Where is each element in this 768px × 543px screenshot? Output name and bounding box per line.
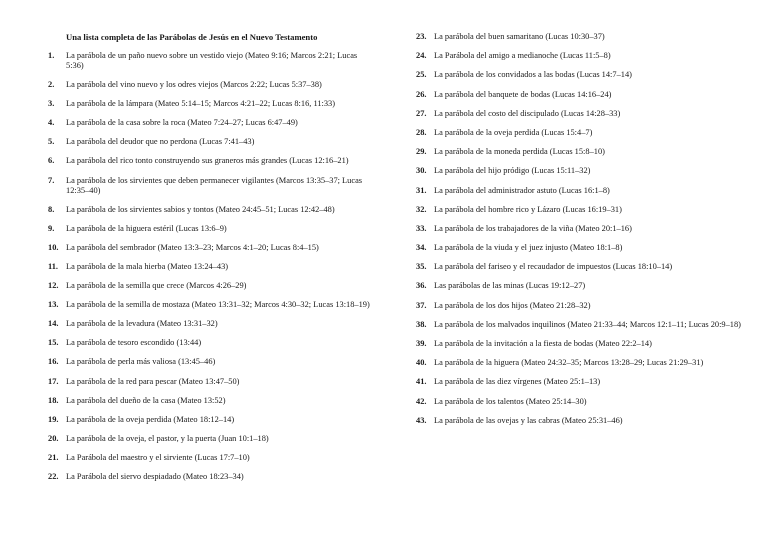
list-item-number: 35. <box>416 262 427 272</box>
list-item-text: La parábola de la semilla que crece (Marcos 4:26–29) <box>66 281 247 291</box>
list-item <box>416 166 742 176</box>
list-item-number: 16. <box>48 357 59 367</box>
list-item <box>48 51 370 71</box>
list-item <box>48 377 370 387</box>
list-item <box>416 90 742 100</box>
list-item-number: 10. <box>48 242 59 252</box>
list-item <box>416 51 742 61</box>
list-item-number: 5. <box>48 137 55 147</box>
list-item-number: 14. <box>48 319 59 329</box>
list-item-number: 19. <box>48 414 59 424</box>
list-item-text: La parábola de perla más valiosa (13:45–46) <box>66 357 216 367</box>
list-item-text: La parábola de la mala hierba (Mateo 13:24–43) <box>66 261 229 271</box>
list-item-number: 4. <box>48 118 55 128</box>
list-item-number: 1. <box>48 51 55 60</box>
list-item-number: 15. <box>48 338 59 348</box>
list-item-number: 37. <box>416 300 427 310</box>
list-item-text: La parábola del dueño de la casa (Mateo 13:52) <box>66 395 226 405</box>
list-item <box>48 224 370 234</box>
list-item-number: 7. <box>48 175 55 185</box>
list-item-text: La parábola de la casa sobre la roca (Mateo 7:24–27; Lucas 6:47–49) <box>66 118 298 128</box>
list-item-text: La parábola de los trabajadores de la viña (Mateo 20:1–16) <box>434 223 632 233</box>
list-item <box>416 377 742 387</box>
list-item-number: 42. <box>416 396 427 406</box>
list-item-number: 20. <box>48 433 59 443</box>
list-item-text: La parábola del administrador astuto (Lucas 16:1–8) <box>434 185 610 195</box>
list-item-number: 26. <box>416 89 427 99</box>
list-item-text: La parábola del banquete de bodas (Lucas 14:16–24) <box>434 89 612 99</box>
list-item <box>48 472 370 482</box>
list-item <box>416 186 742 196</box>
list-item-number: 36. <box>416 281 427 291</box>
list-item <box>48 357 370 367</box>
left-column <box>48 32 370 491</box>
parables-list-right <box>416 32 742 426</box>
list-item-number: 33. <box>416 223 427 233</box>
list-item-text: La parábola de un paño nuevo sobre un vestido viejo (Mateo 9:16; Marcos 2:21; Lucas 5:36) <box>66 51 358 70</box>
list-item <box>416 243 742 253</box>
list-item-text: La parábola de la semilla de mostaza (Mateo 13:31–32; Marcos 4:30–32; Lucas 13:18–19) <box>66 300 370 310</box>
list-item <box>48 338 370 348</box>
list-item <box>416 128 742 138</box>
list-item-text: La parábola de los sirvientes sabios y tontos (Mateo 24:45–51; Lucas 12:42–48) <box>66 204 335 214</box>
list-item-number: 41. <box>416 377 427 387</box>
list-item-text: La parábola del vino nuevo y los odres viejos (Marcos 2:22; Lucas 5:37–38) <box>66 80 322 90</box>
list-item-number: 38. <box>416 319 427 329</box>
list-item-number: 29. <box>416 147 427 157</box>
list-item <box>416 70 742 80</box>
list-item-number: 39. <box>416 339 427 348</box>
list-item <box>48 137 370 147</box>
right-column <box>416 32 742 435</box>
list-item <box>48 156 370 166</box>
list-item <box>48 118 370 128</box>
list-item-text: La parábola de las diez vírgenes (Mateo 25:1–13) <box>434 377 601 387</box>
list-item-text: La parábola de los talentos (Mateo 25:14–30) <box>434 396 587 406</box>
list-item-text: La parábola del sembrador (Mateo 13:3–23; Marcos 4:1–20; Lucas 8:4–15) <box>66 242 319 252</box>
list-item-number: 17. <box>48 376 59 386</box>
list-item <box>416 339 742 349</box>
list-item <box>416 32 742 42</box>
list-item-text: La parábola de la oveja perdida (Mateo 18:12–14) <box>66 414 235 424</box>
list-item <box>416 109 742 119</box>
list-item <box>416 205 742 215</box>
list-item-text: La parábola del deudor que no perdona (Lucas 7:41–43) <box>66 137 255 147</box>
list-item <box>416 320 742 330</box>
list-item-number: 32. <box>416 204 427 214</box>
list-item-text: La parábola de los malvados inquilinos (Mateo 21:33–44; Marcos 12:1–11; Lucas 20:9–18) <box>434 319 741 329</box>
list-item <box>48 300 370 310</box>
list-item <box>416 147 742 157</box>
list-item-text: La parábola de la oveja, el pastor, y la puerta (Juan 10:1–18) <box>66 433 269 443</box>
list-item-number: 24. <box>416 51 427 61</box>
list-item-text: La parábola de la lámpara (Mateo 5:14–15; Marcos 4:21–22; Lucas 8:16, 11:33) <box>66 99 336 109</box>
list-item-text: La Parábola del amigo a medianoche (Lucas 11:5–8) <box>434 51 611 61</box>
list-item-text: La parábola de los sirvientes que deben permanecer vigilantes (Marcos 13:35–37; Lucas 12:35–40) <box>66 175 363 195</box>
list-item-number: 2. <box>48 80 55 90</box>
list-item-number: 40. <box>416 358 427 368</box>
list-item-number: 13. <box>48 300 59 310</box>
list-item <box>48 262 370 272</box>
list-item <box>416 397 742 407</box>
list-item <box>416 416 742 426</box>
list-item <box>48 243 370 253</box>
list-item-text: La parábola de la moneda perdida (Lucas 15:8–10) <box>434 147 605 157</box>
list-item <box>48 176 370 196</box>
list-item-text: La parábola de la oveja perdida (Lucas 15:4–7) <box>434 127 593 137</box>
list-item-number: 9. <box>48 223 55 233</box>
list-item-text: La parábola de la invitación a la fiesta de bodas (Mateo 22:2–14) <box>434 339 652 348</box>
list-item-text: La parábola de la levadura (Mateo 13:31–32) <box>66 319 218 329</box>
list-item-text: La parábola de la viuda y el juez injusto (Mateo 18:1–8) <box>434 243 623 253</box>
parables-list-left <box>48 51 370 482</box>
list-item-text: La parábola del hijo pródigo (Lucas 15:11–32) <box>434 166 591 176</box>
list-item-text: La parábola del fariseo y el recaudador de impuestos (Lucas 18:10–14) <box>434 262 673 272</box>
list-item <box>416 262 742 272</box>
list-item-text: Las parábolas de las minas (Lucas 19:12–27) <box>434 281 586 291</box>
list-item <box>416 301 742 311</box>
list-item-number: 11. <box>48 261 59 271</box>
list-item-number: 34. <box>416 243 427 253</box>
document-title: Una lista completa de las Parábolas de Jesús en el Nuevo Testamento <box>66 32 318 42</box>
list-item-text: La parábola de la red para pescar (Mateo 13:47–50) <box>66 376 240 386</box>
list-item <box>48 205 370 215</box>
list-item <box>48 453 370 463</box>
list-item-number: 8. <box>48 204 55 214</box>
list-item-text: La parábola del rico tonto construyendo sus graneros más grandes (Lucas 12:16–21) <box>66 156 349 166</box>
list-item-number: 30. <box>416 166 427 176</box>
list-item-number: 18. <box>48 395 59 405</box>
list-item <box>48 319 370 329</box>
list-item <box>48 396 370 406</box>
list-item-number: 28. <box>416 127 427 137</box>
list-item <box>416 281 742 291</box>
list-item-text: La parábola de la higuera (Mateo 24:32–35; Marcos 13:28–29; Lucas 21:29–31) <box>434 358 704 368</box>
list-item-text: La parábola del costo del discipulado (Lucas 14:28–33) <box>434 108 621 118</box>
list-item-text: La parábola del buen samaritano (Lucas 10:30–37) <box>434 32 605 41</box>
list-item <box>48 434 370 444</box>
list-item-number: 3. <box>48 99 55 109</box>
list-item-number: 43. <box>416 415 427 425</box>
list-item-number: 25. <box>416 70 427 80</box>
list-item-number: 6. <box>48 156 55 166</box>
list-item-number: 22. <box>48 471 59 481</box>
list-item-text: La parábola de los dos hijos (Mateo 21:28–32) <box>434 300 591 310</box>
list-item <box>416 224 742 234</box>
list-item-number: 27. <box>416 108 427 118</box>
list-item <box>48 99 370 109</box>
list-item <box>48 415 370 425</box>
list-item-text: La parábola del hombre rico y Lázaro (Lucas 16:19–31) <box>434 204 622 214</box>
list-item-text: La parábola de las ovejas y las cabras (Mateo 25:31–46) <box>434 415 623 425</box>
list-item <box>416 358 742 368</box>
list-item-text: La parábola de la higuera estéril (Lucas 13:6–9) <box>66 223 227 233</box>
list-item-number: 31. <box>416 185 427 195</box>
list-item-text: La Parábola del siervo despiadado (Mateo 18:23–34) <box>66 471 244 481</box>
list-item-text: La Parábola del maestro y el sirviente (Lucas 17:7–10) <box>66 452 250 462</box>
list-item <box>48 80 370 90</box>
list-item-number: 12. <box>48 281 59 291</box>
list-item-number: 23. <box>416 32 427 41</box>
list-item-text: La parábola de los convidados a las bodas (Lucas 14:7–14) <box>434 70 632 80</box>
list-item-number: 21. <box>48 452 59 462</box>
list-item-text: La parábola de tesoro escondido (13:44) <box>66 338 202 348</box>
list-item <box>48 281 370 291</box>
